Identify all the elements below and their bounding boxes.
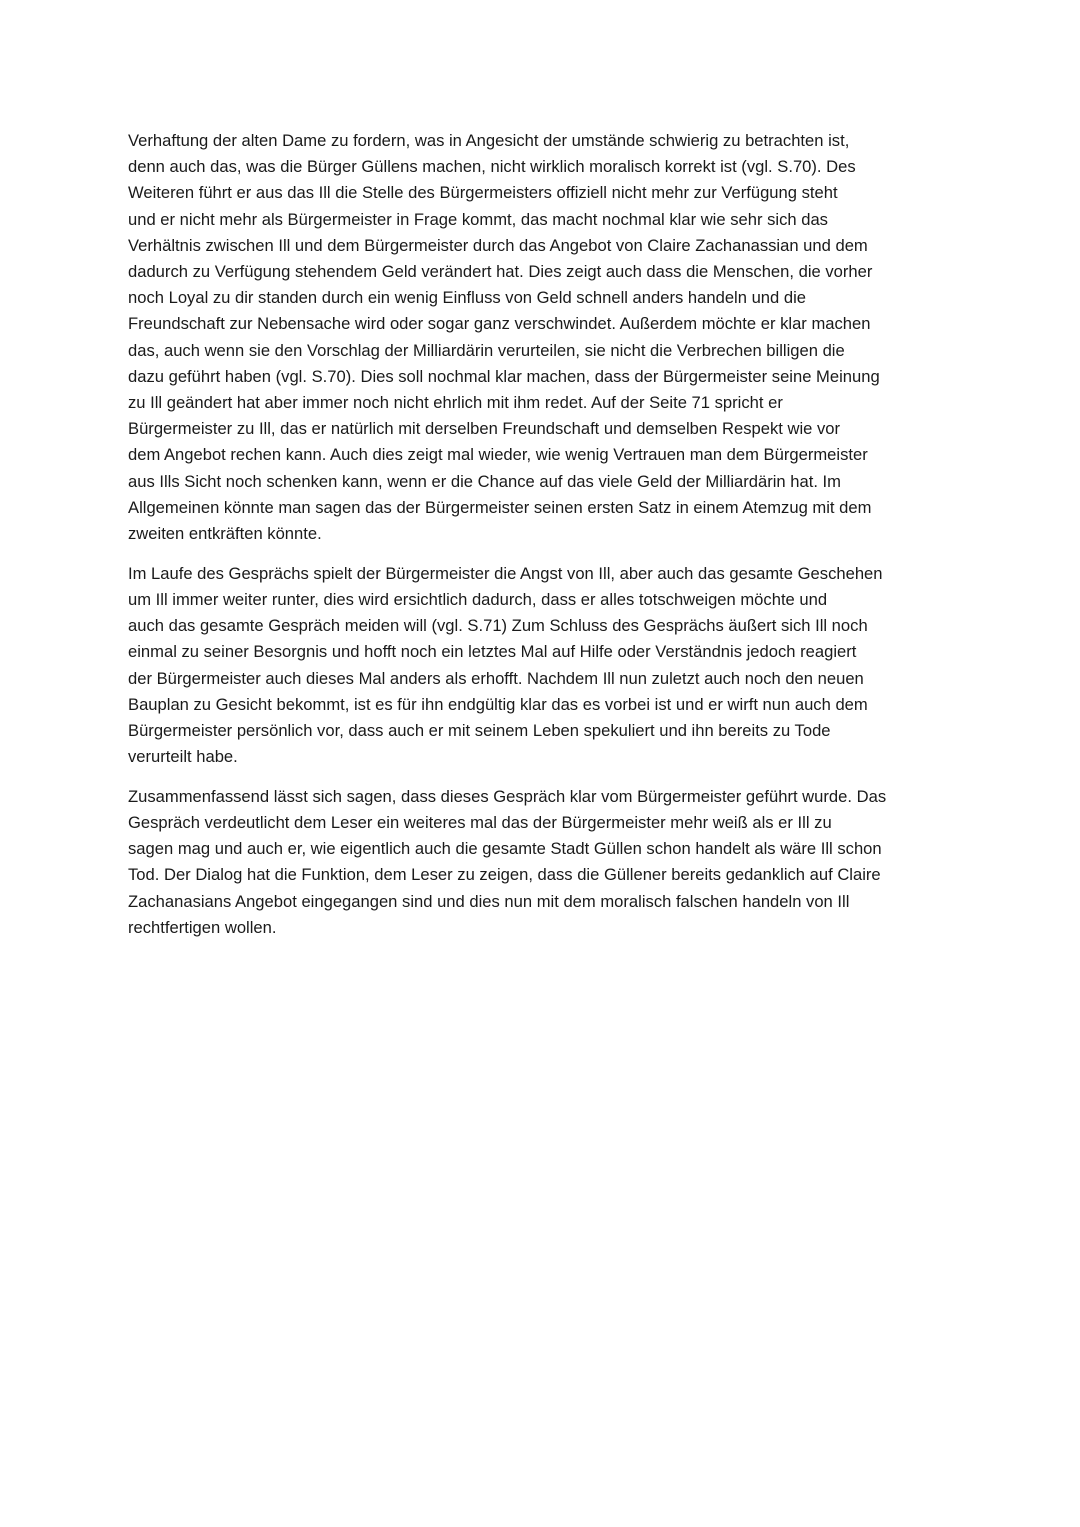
text-line: Freundschaft zur Nebensache wird oder sogar ganz verschwindet. Außerdem möchte er klar machen xyxy=(128,314,871,334)
text-line: dadurch zu Verfügung stehendem Geld verändert hat. Dies zeigt auch dass die Menschen, die vorher xyxy=(128,262,873,282)
text-line: der Bürgermeister auch dieses Mal anders als erhofft. Nachdem Ill nun zuletzt auch noch den neuen xyxy=(128,668,864,688)
text-line: zweiten entkräften könnte. xyxy=(128,524,322,544)
text-line: sagen mag und auch er, wie eigentlich auch die gesamte Stadt Güllen schon handelt als wäre Ill schon xyxy=(128,839,882,859)
text-line: verurteilt habe. xyxy=(128,747,238,767)
text-line: Weiteren führt er aus das Ill die Stelle des Bürgermeisters offiziell nicht mehr zur Verfügung steht xyxy=(128,183,838,203)
text-line: Allgemeinen könnte man sagen das der Bürgermeister seinen ersten Satz in einem Atemzug mit dem xyxy=(128,497,872,517)
text-line: Verhaftung der alten Dame zu fordern, was in Angesicht der umstände schwierig zu betrachten ist, xyxy=(128,131,850,150)
text-line: aus Ills Sicht noch schenken kann, wenn er die Chance auf das viele Geld der Milliardärin hat. Im xyxy=(128,471,841,491)
text-line: Tod. Der Dialog hat die Funktion, dem Leser zu zeigen, dass die Güllener bereits gedanklich auf Claire xyxy=(128,865,881,885)
text-line: dazu geführt haben (vgl. S.70). Dies soll nochmal klar machen, dass der Bürgermeister seine Meinung xyxy=(128,366,880,386)
text-line: auch das gesamte Gespräch meiden will (vgl. S.71) Zum Schluss des Gesprächs äußert sich Ill noch xyxy=(128,616,868,636)
text-line: Bürgermeister persönlich vor, dass auch er mit seinem Leben spekuliert und ihn bereits zu Tode xyxy=(128,720,831,740)
paragraph-2 xyxy=(128,561,954,771)
text-line: Gespräch verdeutlicht dem Leser ein weiteres mal das der Bürgermeister mehr weiß als er Ill zu xyxy=(128,813,832,833)
text-line: das, auch wenn sie den Vorschlag der Milliardärin verurteilen, sie nicht die Verbrechen billigen die xyxy=(128,340,845,360)
text-line: und er nicht mehr als Bürgermeister in Frage kommt, das macht nochmal klar wie sehr sich das xyxy=(128,209,828,229)
paragraph-1 xyxy=(128,128,954,547)
document-body xyxy=(128,128,954,955)
text-line: Zusammenfassend lässt sich sagen, dass dieses Gespräch klar vom Bürgermeister geführt wurde. Das xyxy=(128,786,887,806)
text-line: einmal zu seiner Besorgnis und hofft noch ein letztes Mal auf Hilfe oder Verständnis jedoch reagiert xyxy=(128,642,857,662)
text-line: Zachanasians Angebot eingegangen sind und dies nun mit dem moralisch falschen handeln von Ill xyxy=(128,891,850,911)
text-line: Verhältnis zwischen Ill und dem Bürgermeister durch das Angebot von Claire Zachanassian und dem xyxy=(128,235,868,255)
text-line: Bürgermeister zu Ill, das er natürlich mit derselben Freundschaft und demselben Respekt wie vor xyxy=(128,419,841,439)
text-line: Im Laufe des Gesprächs spielt der Bürgermeister die Angst von Ill, aber auch das gesamte Geschehen xyxy=(128,563,883,583)
text-line: denn auch das, was die Bürger Güllens machen, nicht wirklich moralisch korrekt ist (vgl. S.70). Des xyxy=(128,157,856,177)
text-line: um Ill immer weiter runter, dies wird ersichtlich dadurch, dass er alles totschweigen möchte und xyxy=(128,589,828,609)
text-line: rechtfertigen wollen. xyxy=(128,917,277,937)
paragraph-3 xyxy=(128,784,954,941)
text-line: Bauplan zu Gesicht bekommt, ist es für ihn endgültig klar das es vorbei ist und er wirft nun auch dem xyxy=(128,694,868,714)
text-line: dem Angebot rechen kann. Auch dies zeigt mal wieder, wie wenig Vertrauen man dem Bürgermeister xyxy=(128,445,868,465)
text-line: noch Loyal zu dir standen durch ein wenig Einfluss von Geld schnell anders handeln und die xyxy=(128,288,807,308)
text-line: zu Ill geändert hat aber immer noch nicht ehrlich mit ihm redet. Auf der Seite 71 spricht er xyxy=(128,393,783,413)
